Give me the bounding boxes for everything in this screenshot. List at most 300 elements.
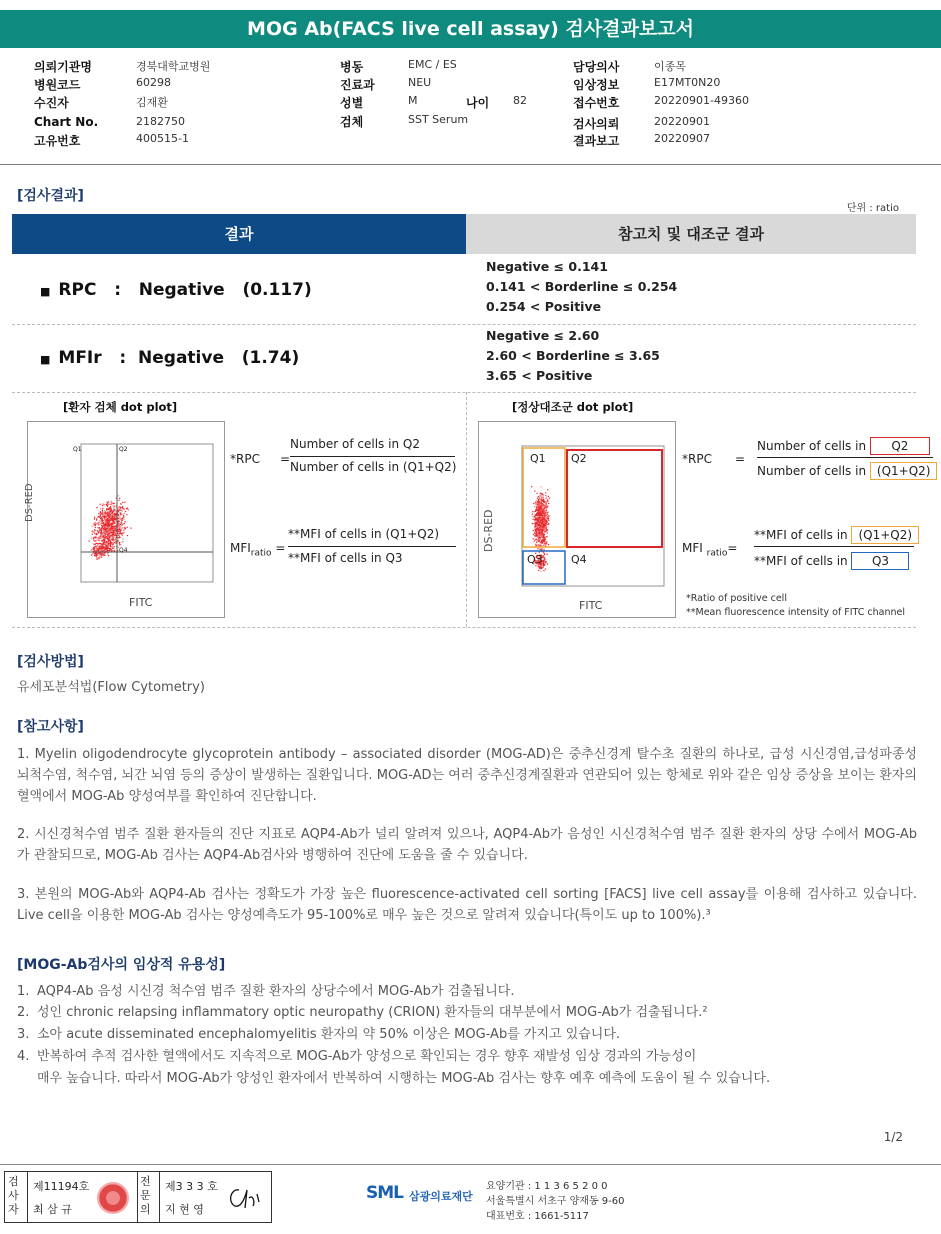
cell-dot bbox=[124, 521, 125, 522]
utility-item bbox=[17, 1046, 922, 1067]
cell-dot bbox=[122, 506, 123, 507]
cell-dot bbox=[114, 532, 115, 533]
cell-dot bbox=[100, 514, 101, 515]
cell-dot bbox=[107, 549, 108, 550]
cell-dot bbox=[543, 570, 544, 571]
cell-dot bbox=[538, 496, 539, 497]
cell-dot bbox=[110, 544, 111, 545]
cell-dot bbox=[106, 547, 107, 548]
cell-dot bbox=[536, 542, 537, 543]
cell-dot bbox=[94, 550, 95, 551]
cell-dot bbox=[102, 514, 103, 515]
ctrl-mfi-num bbox=[754, 526, 919, 544]
cell-dot bbox=[107, 530, 108, 531]
cell-dot bbox=[113, 546, 114, 547]
cell-dot bbox=[119, 544, 120, 545]
cell-dot bbox=[93, 531, 94, 532]
cell-dot bbox=[533, 503, 534, 504]
specialist-col-label: 전문의 bbox=[140, 1175, 151, 1216]
cell-dot bbox=[548, 512, 549, 513]
ctrl-rpc-num-text: Number of cells in bbox=[757, 439, 867, 453]
cell-dot bbox=[107, 503, 108, 504]
cell-dot bbox=[110, 534, 111, 535]
cell-dot bbox=[114, 550, 115, 551]
cell-dot bbox=[535, 535, 536, 536]
cell-dot bbox=[99, 554, 100, 555]
cell-dot bbox=[104, 547, 105, 548]
patient-info bbox=[0, 55, 941, 165]
cell-dot bbox=[101, 530, 102, 531]
quadrant-label: Q1 bbox=[73, 446, 82, 453]
cell-dot bbox=[538, 544, 539, 545]
cell-dot bbox=[539, 512, 540, 513]
cell-dot bbox=[127, 535, 128, 536]
cell-dot bbox=[101, 546, 102, 547]
cell-dot bbox=[543, 500, 544, 501]
info-value-age: 82 bbox=[513, 94, 527, 107]
cell-dot bbox=[547, 505, 548, 506]
utility-text: 성인 chronic relapsing inflammatory optic neuropathy (CRION) 환자들의 대부분에서 MOG-Ab가 검출됩니다.² bbox=[37, 1005, 708, 1020]
mfi-formula-label bbox=[230, 541, 285, 558]
cell-dot bbox=[119, 512, 120, 513]
cell-dot bbox=[542, 494, 543, 495]
mfi-label: MFI bbox=[230, 541, 251, 555]
cell-dot bbox=[118, 535, 119, 536]
cell-dot bbox=[107, 515, 108, 516]
method-text: 유세포분석법(Flow Cytometry) bbox=[17, 680, 205, 695]
cell-dot bbox=[123, 519, 124, 520]
cell-dot bbox=[106, 533, 107, 534]
cell-dot bbox=[111, 511, 112, 512]
cell-dot bbox=[102, 548, 103, 549]
cell-dot bbox=[120, 512, 121, 513]
cell-dot bbox=[110, 517, 111, 518]
utility-num: 3. bbox=[17, 1027, 30, 1042]
cell-dot bbox=[97, 554, 98, 555]
cell-dot bbox=[106, 531, 107, 532]
cell-dot bbox=[99, 528, 100, 529]
cell-dot bbox=[535, 526, 536, 527]
cell-dot bbox=[536, 513, 537, 514]
cell-dot bbox=[124, 508, 125, 509]
cell-dot bbox=[547, 514, 548, 515]
cell-dot bbox=[118, 525, 119, 526]
divider bbox=[12, 392, 916, 393]
cell-dot bbox=[536, 533, 537, 534]
mfi-eq: = bbox=[275, 541, 286, 555]
cell-dot bbox=[121, 513, 122, 514]
results-header-right: 참고치 및 대조군 결과 bbox=[466, 214, 916, 254]
cell-dot bbox=[545, 514, 546, 515]
rpc-ref-line: Negative ≤ 0.141 bbox=[486, 259, 608, 274]
cell-dot bbox=[98, 543, 99, 544]
cell-dot bbox=[107, 548, 108, 549]
cell-dot bbox=[119, 517, 120, 518]
cell-dot bbox=[534, 516, 535, 517]
quadrant-label: Q2 bbox=[119, 446, 128, 453]
q3-box: Q3 bbox=[851, 552, 909, 570]
cell-dot bbox=[532, 513, 533, 514]
utility-text: 반복하여 추적 검사한 혈액에서도 지속적으로 MOG-Ab가 양성으로 확인되는 경우 향후 재발성 임상 경과의 가능성이 bbox=[37, 1049, 697, 1064]
rpc-ref-line: 0.141 < Borderline ≤ 0.254 bbox=[486, 279, 678, 294]
cell-dot bbox=[106, 519, 107, 520]
cell-dot bbox=[540, 506, 541, 507]
cell-dot bbox=[119, 506, 120, 507]
cell-dot bbox=[99, 556, 100, 557]
cell-dot bbox=[541, 502, 542, 503]
cell-dot bbox=[545, 562, 546, 563]
info-label: 결과보고 bbox=[573, 134, 620, 148]
cell-dot bbox=[110, 506, 111, 507]
cell-dot bbox=[102, 519, 103, 520]
cell-dot bbox=[539, 501, 540, 502]
utility-num: 1. bbox=[17, 984, 30, 999]
rpc-result bbox=[40, 280, 312, 300]
utility-num: 4. bbox=[17, 1049, 30, 1064]
info-value: M bbox=[408, 94, 418, 107]
cell-dot bbox=[103, 516, 104, 517]
cell-dot bbox=[534, 506, 535, 507]
cell-dot bbox=[110, 531, 111, 532]
cell-dot bbox=[101, 557, 102, 558]
cell-dot bbox=[546, 518, 547, 519]
cell-dot bbox=[113, 516, 114, 517]
cell-dot bbox=[114, 542, 115, 543]
cell-dot bbox=[122, 541, 123, 542]
cell-dot bbox=[541, 534, 542, 535]
cell-dot bbox=[100, 515, 101, 516]
cell-dot bbox=[104, 555, 105, 556]
cell-dot bbox=[110, 504, 111, 505]
ctrl-rpc-den bbox=[757, 462, 937, 480]
cell-dot bbox=[115, 516, 116, 517]
cell-dot bbox=[539, 537, 540, 538]
cell-dot bbox=[543, 536, 544, 537]
cell-dot bbox=[96, 559, 97, 560]
cell-dot bbox=[539, 539, 540, 540]
cell-dot bbox=[107, 524, 108, 525]
cell-dot bbox=[113, 507, 114, 508]
utility-item bbox=[17, 1002, 922, 1023]
cell-dot bbox=[532, 523, 533, 524]
cell-dot bbox=[111, 543, 112, 544]
info-value: 20220907 bbox=[654, 132, 710, 145]
cell-dot bbox=[118, 520, 119, 521]
table-line bbox=[137, 1172, 138, 1222]
cell-dot bbox=[545, 507, 546, 508]
cell-dot bbox=[120, 507, 121, 508]
cell-dot bbox=[113, 503, 114, 504]
note-paragraph: 3. 본원의 MOG-Ab와 AQP4-Ab 검사는 정확도가 가장 높은 fluorescence-activated cell sorting [FACS] live cell assay를 이용해 검사하고 있습니다. Live cell을 이용한 MOG-Ab 검사는 양성예측도가 95-100%로 매우 높은 것으로 알려져 있습니다(특이도 up to 100%).³ bbox=[17, 887, 917, 923]
cell-dot bbox=[103, 528, 104, 529]
cell-dot bbox=[107, 508, 108, 509]
cell-dot bbox=[104, 510, 105, 511]
cell-dot bbox=[547, 507, 548, 508]
cell-dot bbox=[535, 539, 536, 540]
cell-dot bbox=[544, 554, 545, 555]
cell-dot bbox=[94, 529, 95, 530]
cell-dot bbox=[123, 516, 124, 517]
cell-dot bbox=[115, 510, 116, 511]
cell-dot bbox=[112, 518, 113, 519]
cell-dot bbox=[539, 545, 540, 546]
cell-dot bbox=[99, 543, 100, 544]
cell-dot bbox=[122, 527, 123, 528]
cell-dot bbox=[544, 519, 545, 520]
quadrant-label: Q2 bbox=[571, 452, 587, 465]
cell-dot bbox=[99, 517, 100, 518]
cell-dot bbox=[540, 493, 541, 494]
info-value: 이종목 bbox=[654, 60, 686, 73]
cell-dot bbox=[534, 490, 535, 491]
cell-dot bbox=[536, 493, 537, 494]
cell-dot bbox=[536, 519, 537, 520]
cell-dot bbox=[104, 533, 105, 534]
cell-dot bbox=[103, 539, 104, 540]
cell-dot bbox=[105, 516, 106, 517]
footnote: *Ratio of positive cell bbox=[686, 593, 787, 604]
cell-dot bbox=[97, 549, 98, 550]
cell-dot bbox=[542, 566, 543, 567]
cell-dot bbox=[540, 520, 541, 521]
cell-dot bbox=[96, 540, 97, 541]
cell-dot bbox=[544, 532, 545, 533]
cell-dot bbox=[538, 520, 539, 521]
cell-dot bbox=[106, 522, 107, 523]
cell-dot bbox=[95, 540, 96, 541]
cell-dot bbox=[545, 559, 546, 560]
cell-dot bbox=[103, 523, 104, 524]
cell-dot bbox=[540, 543, 541, 544]
cell-dot bbox=[543, 513, 544, 514]
cell-dot bbox=[110, 541, 111, 542]
cell-dot bbox=[536, 522, 537, 523]
info-label-age: 나이 bbox=[466, 96, 490, 110]
rpc-formula-eq: = bbox=[280, 452, 291, 466]
cell-dot bbox=[532, 519, 533, 520]
cell-dot bbox=[536, 510, 537, 511]
ctrl-rpc-label: *RPC bbox=[682, 452, 712, 466]
cell-dot bbox=[101, 537, 102, 538]
cell-dot bbox=[545, 504, 546, 505]
cell-dot bbox=[118, 495, 119, 496]
cell-dot bbox=[539, 514, 540, 515]
cell-dot bbox=[110, 542, 111, 543]
cell-dot bbox=[537, 505, 538, 506]
cell-dot bbox=[100, 532, 101, 533]
cell-dot bbox=[94, 533, 95, 534]
cell-dot bbox=[548, 503, 549, 504]
cell-dot bbox=[107, 553, 108, 554]
cell-dot bbox=[114, 523, 115, 524]
ctrl-mfi-den bbox=[754, 552, 909, 570]
cell-dot bbox=[103, 553, 104, 554]
cell-dot bbox=[105, 546, 106, 547]
cell-dot bbox=[102, 510, 103, 511]
cell-dot bbox=[544, 529, 545, 530]
cell-dot bbox=[542, 514, 543, 515]
cell-dot bbox=[544, 541, 545, 542]
info-value: 경북대학교병원 bbox=[136, 60, 211, 73]
cell-dot bbox=[124, 523, 125, 524]
cell-dot bbox=[126, 508, 127, 509]
info-value: 20220901-49360 bbox=[654, 94, 749, 107]
cell-dot bbox=[92, 553, 93, 554]
cell-dot bbox=[110, 515, 111, 516]
cell-dot bbox=[97, 545, 98, 546]
cell-dot bbox=[97, 557, 98, 558]
cell-dot bbox=[539, 534, 540, 535]
patient-plot-label: [환자 검체 dot plot] bbox=[63, 400, 178, 414]
cell-dot bbox=[120, 523, 121, 524]
cell-dot bbox=[541, 529, 542, 530]
cell-dot bbox=[106, 508, 107, 509]
info-label: Chart No. bbox=[34, 115, 99, 129]
cell-dot bbox=[108, 501, 109, 502]
cell-dot bbox=[95, 523, 96, 524]
info-label: 고유번호 bbox=[34, 134, 81, 148]
mfir-result-text: MFIr : Negative (1.74) bbox=[58, 348, 300, 368]
cell-dot bbox=[533, 538, 534, 539]
info-value: NEU bbox=[408, 76, 432, 89]
info-label: 병원코드 bbox=[34, 78, 81, 92]
seal-icon bbox=[97, 1182, 129, 1214]
mfir-ref-line: Negative ≤ 2.60 bbox=[486, 328, 600, 343]
cell-dot bbox=[545, 521, 546, 522]
cell-dot bbox=[545, 539, 546, 540]
cell-dot bbox=[545, 510, 546, 511]
ctrl-mfi-sub: ratio bbox=[706, 548, 728, 559]
cell-dot bbox=[542, 508, 543, 509]
cell-dot bbox=[546, 529, 547, 530]
cell-dot bbox=[549, 498, 550, 499]
cell-dot bbox=[535, 514, 536, 515]
info-label: 의뢰기관명 bbox=[34, 60, 92, 74]
cell-dot bbox=[547, 554, 548, 555]
cell-dot bbox=[108, 544, 109, 545]
cell-dot bbox=[112, 550, 113, 551]
cell-dot bbox=[120, 529, 121, 530]
cell-dot bbox=[104, 550, 105, 551]
cell-dot bbox=[111, 525, 112, 526]
cell-dot bbox=[546, 543, 547, 544]
cell-dot bbox=[91, 549, 92, 550]
cell-dot bbox=[88, 540, 89, 541]
cell-dot bbox=[124, 513, 125, 514]
cell-dot bbox=[112, 515, 113, 516]
results-section-title: [검사결과] bbox=[17, 188, 84, 204]
info-value: 2182750 bbox=[136, 115, 185, 128]
cell-dot bbox=[118, 514, 119, 515]
cell-dot bbox=[100, 508, 101, 509]
cell-dot bbox=[118, 516, 119, 517]
ctrl-rpc-den-text: Number of cells in bbox=[757, 464, 867, 478]
org-logo-text: SML bbox=[366, 1183, 403, 1203]
cell-dot bbox=[100, 521, 101, 522]
cell-dot bbox=[101, 549, 102, 550]
cell-dot bbox=[533, 534, 534, 535]
cell-dot bbox=[541, 498, 542, 499]
cell-dot bbox=[100, 523, 101, 524]
cell-dot bbox=[537, 503, 538, 504]
cell-dot bbox=[545, 568, 546, 569]
cell-dot bbox=[104, 539, 105, 540]
cell-dot bbox=[108, 541, 109, 542]
control-plot-label: [정상대조군 dot plot] bbox=[512, 400, 634, 414]
cell-dot bbox=[122, 518, 123, 519]
cell-dot bbox=[124, 528, 125, 529]
cell-dot bbox=[103, 504, 104, 505]
cell-dot bbox=[542, 526, 543, 527]
info-label: 검체 bbox=[340, 115, 364, 129]
cell-dot bbox=[106, 521, 107, 522]
cell-dot bbox=[536, 532, 537, 533]
cell-dot bbox=[536, 500, 537, 501]
cell-dot bbox=[104, 535, 105, 536]
cell-dot bbox=[96, 533, 97, 534]
cell-dot bbox=[546, 503, 547, 504]
info-value: EMC / ES bbox=[408, 58, 457, 71]
x-axis-label: FITC bbox=[579, 599, 603, 612]
cell-dot bbox=[112, 539, 113, 540]
cell-dot bbox=[548, 544, 549, 545]
quadrant-label: Q4 bbox=[119, 547, 128, 554]
cell-dot bbox=[125, 527, 126, 528]
page-number: 1/2 bbox=[883, 1130, 903, 1144]
org-line: 서울특별시 서초구 양재동 9-60 bbox=[486, 1196, 625, 1207]
cell-dot bbox=[118, 510, 119, 511]
cell-dot bbox=[120, 526, 121, 527]
cell-dot bbox=[545, 495, 546, 496]
cell-dot bbox=[540, 527, 541, 528]
cell-dot bbox=[104, 537, 105, 538]
table-line bbox=[159, 1172, 160, 1222]
signature-icon bbox=[223, 1180, 265, 1214]
ctrl-rpc-num bbox=[757, 437, 930, 455]
cell-dot bbox=[542, 500, 543, 501]
cell-dot bbox=[101, 540, 102, 541]
cell-dot bbox=[547, 499, 548, 500]
cell-dot bbox=[114, 527, 115, 528]
cell-dot bbox=[112, 546, 113, 547]
tester-name: 최 삼 규 bbox=[33, 1203, 72, 1216]
cell-dot bbox=[537, 521, 538, 522]
rpc-formula-label: *RPC bbox=[230, 452, 260, 466]
cell-dot bbox=[533, 541, 534, 542]
cell-dot bbox=[100, 518, 101, 519]
cell-dot bbox=[114, 505, 115, 506]
cell-dot bbox=[539, 548, 540, 549]
signature-table bbox=[4, 1171, 272, 1223]
cell-dot bbox=[118, 518, 119, 519]
cell-dot bbox=[538, 500, 539, 501]
ctrl-mfi-den-text: **MFI of cells in bbox=[754, 554, 848, 568]
cell-dot bbox=[111, 550, 112, 551]
cell-dot bbox=[540, 571, 541, 572]
cell-dot bbox=[119, 524, 120, 525]
cell-dot bbox=[98, 522, 99, 523]
cell-dot bbox=[99, 550, 100, 551]
fraction-line bbox=[290, 456, 455, 457]
cell-dot bbox=[112, 530, 113, 531]
cell-dot bbox=[113, 514, 114, 515]
cell-dot bbox=[540, 568, 541, 569]
cell-dot bbox=[537, 537, 538, 538]
cell-dot bbox=[109, 518, 110, 519]
cell-dot bbox=[110, 530, 111, 531]
mfir-ref-line: 2.60 < Borderline ≤ 3.65 bbox=[486, 348, 660, 363]
results-header-left: 결과 bbox=[12, 214, 466, 254]
